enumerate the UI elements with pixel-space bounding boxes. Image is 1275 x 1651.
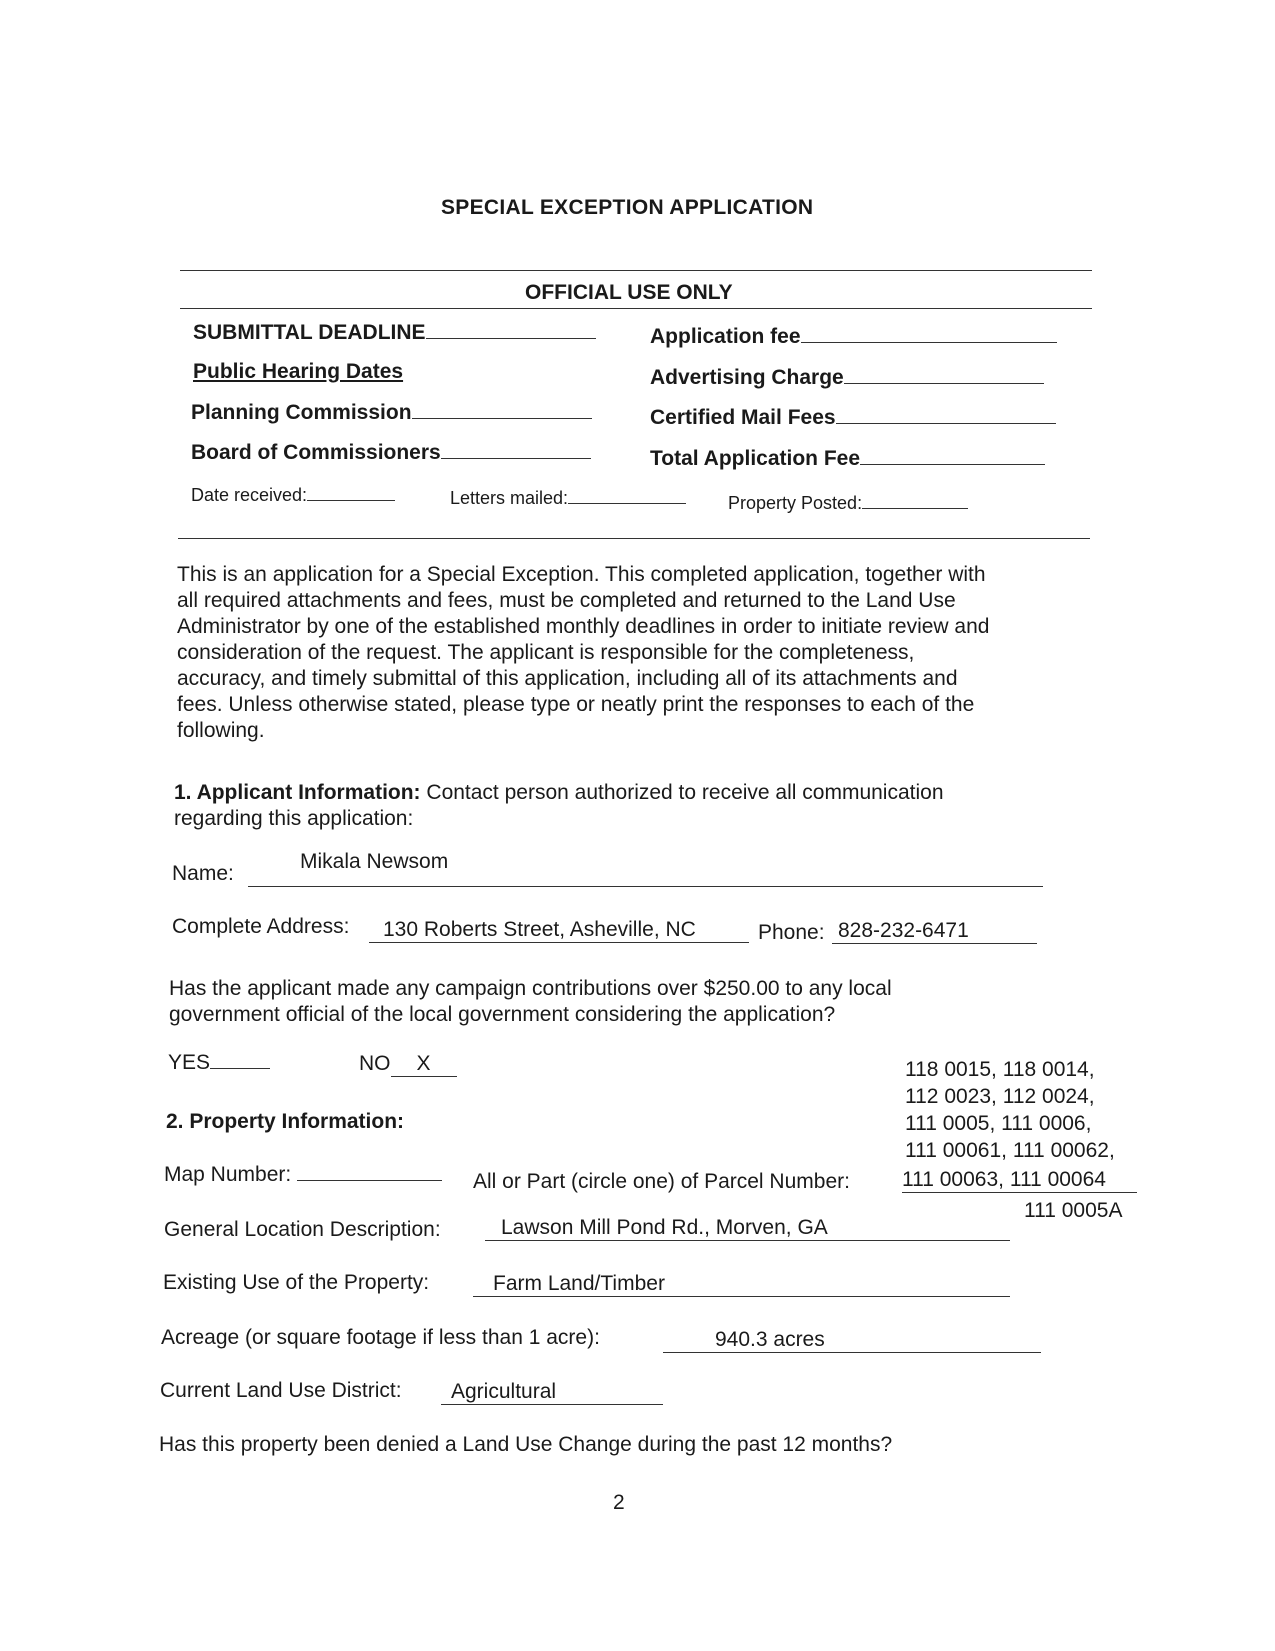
submittal-deadline-field[interactable] — [426, 320, 596, 339]
date-received-label: Date received: — [191, 482, 395, 506]
planning-commission-label: Planning Commission — [191, 400, 592, 425]
board-of-commissioners-field[interactable] — [441, 440, 591, 459]
intro-line: This is an application for a Special Exception. This completed application, together with — [177, 563, 986, 586]
parcel-numbers-list — [905, 1056, 1115, 1164]
official-bottom-rule — [178, 538, 1090, 539]
address-field[interactable]: 130 Roberts Street, Asheville, NC — [369, 918, 749, 943]
parcel-line: 111 0005, 111 0006, — [905, 1112, 1092, 1135]
phone-label: Phone: — [758, 921, 825, 944]
submittal-deadline-label: SUBMITTAL DEADLINE — [193, 320, 596, 345]
address-label: Complete Address: — [172, 915, 350, 938]
board-of-commissioners-label: Board of Commissioners — [191, 440, 591, 465]
intro-line: Administrator by one of the established monthly deadlines in order to initiate review and — [177, 615, 990, 638]
total-application-fee-field[interactable] — [860, 446, 1045, 465]
no-label: NO X — [359, 1052, 457, 1077]
denied-question: Has this property been denied a Land Use Change during the past 12 months? — [159, 1433, 893, 1456]
certified-mail-fees-field[interactable] — [836, 405, 1056, 424]
intro-line: accuracy, and timely submittal of this application, including all of its attachments and — [177, 667, 958, 690]
no-field[interactable]: X — [391, 1052, 457, 1077]
acreage-label: Acreage (or square footage if less than 1 acre): — [161, 1326, 600, 1349]
certified-mail-fees-label: Certified Mail Fees — [650, 405, 1056, 430]
application-fee-label: Application fee — [650, 324, 1057, 349]
parcel-line: 111 00061, 111 00062, — [905, 1139, 1115, 1162]
letters-mailed-field[interactable] — [568, 485, 686, 504]
property-posted-field[interactable] — [862, 490, 968, 509]
district-field[interactable]: Agricultural — [441, 1380, 663, 1405]
public-hearing-dates-label: Public Hearing Dates — [193, 360, 404, 383]
official-use-header: OFFICIAL USE ONLY — [525, 281, 733, 304]
parcel-line: 112 0023, 112 0024, — [905, 1085, 1095, 1108]
intro-line: all required attachments and fees, must be completed and returned to the Land Use — [177, 589, 956, 612]
name-value: Mikala Newsom — [300, 850, 449, 873]
name-label: Name: — [172, 862, 234, 885]
application-fee-field[interactable] — [801, 324, 1057, 343]
parcel-number-field[interactable]: 111 00063, 111 00064 — [902, 1168, 1137, 1193]
page-number: 2 — [613, 1491, 625, 1514]
location-field[interactable]: Lawson Mill Pond Rd., Morven, GA — [485, 1216, 1010, 1241]
applicant-info-heading: 1. Applicant Information: Contact person authorized to receive all communication regarding this application: — [174, 781, 944, 830]
top-rule — [180, 270, 1092, 271]
advertising-charge-label: Advertising Charge — [650, 365, 1044, 390]
parcel-line: 118 0015, 118 0014, — [905, 1058, 1095, 1081]
date-received-field[interactable] — [307, 482, 395, 501]
map-number-label: Map Number: — [164, 1162, 442, 1187]
name-field[interactable] — [248, 878, 1043, 887]
phone-field[interactable]: 828-232-6471 — [832, 919, 1037, 944]
parcel-number-label: All or Part (circle one) of Parcel Number: — [473, 1170, 850, 1193]
total-application-fee-label: Total Application Fee — [650, 446, 1045, 471]
yes-label: YES — [168, 1050, 270, 1075]
acreage-field[interactable]: 940.3 acres — [663, 1328, 1041, 1353]
intro-paragraph — [177, 562, 989, 744]
parcel-line-extra: 111 0005A — [1024, 1199, 1123, 1222]
planning-commission-field[interactable] — [412, 400, 592, 419]
letters-mailed-label: Letters mailed: — [450, 485, 686, 509]
existing-use-field[interactable]: Farm Land/Timber — [473, 1272, 1010, 1297]
page-title: SPECIAL EXCEPTION APPLICATION — [441, 196, 814, 219]
yes-field[interactable] — [210, 1050, 270, 1069]
official-header-rule — [180, 308, 1092, 309]
intro-line: fees. Unless otherwise stated, please type or neatly print the responses to each of the — [177, 693, 975, 716]
property-posted-label: Property Posted: — [728, 490, 968, 514]
intro-line: following. — [177, 719, 265, 742]
property-info-heading: 2. Property Information: — [166, 1110, 405, 1133]
location-label: General Location Description: — [164, 1218, 441, 1241]
advertising-charge-field[interactable] — [844, 365, 1044, 384]
existing-use-label: Existing Use of the Property: — [163, 1271, 430, 1294]
intro-line: consideration of the request. The applicant is responsible for the completeness, — [177, 641, 915, 664]
campaign-question: Has the applicant made any campaign contributions over $250.00 to any local government official of the local government considering the application? — [169, 977, 892, 1026]
district-label: Current Land Use District: — [160, 1379, 402, 1402]
map-number-field[interactable] — [297, 1162, 442, 1181]
